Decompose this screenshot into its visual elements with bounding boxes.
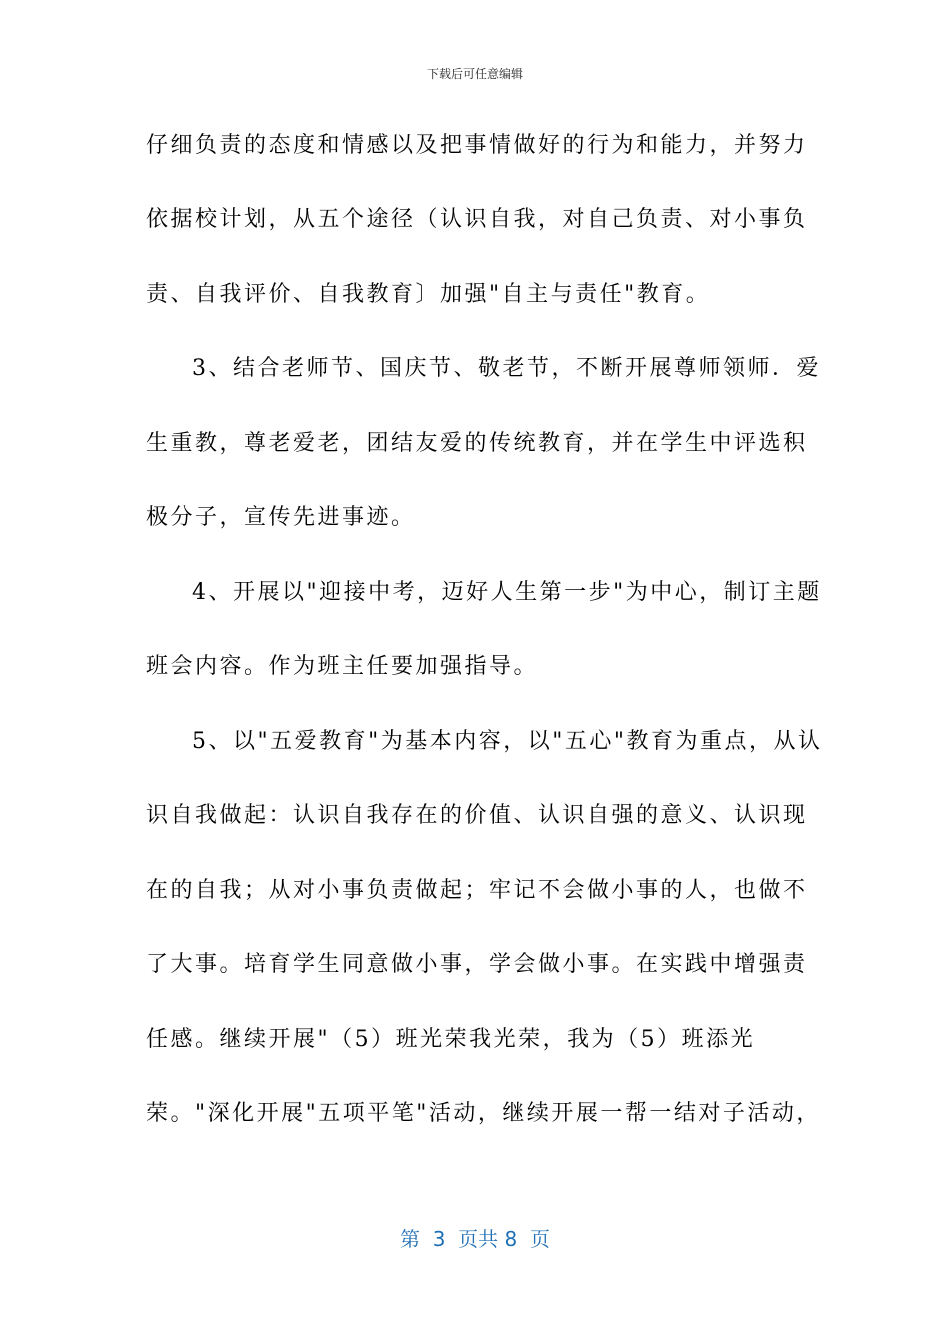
- body-line-8: 班会内容。作为班主任要加强指导。: [146, 654, 539, 679]
- body-line-6: 极分子，宣传先进事迹。: [146, 505, 416, 530]
- body-line-4: 3、结合老师节、国庆节、敬老节，不断开展尊师领师．爱: [192, 356, 821, 381]
- page-number: 第 3 页共 8 页: [400, 1227, 550, 1251]
- body-line-2: 依据校计划，从五个途径（认识自我，对自己负责、对小事负: [146, 207, 808, 232]
- body-line-12: 了大事。培育学生同意做小事，学会做小事。在实践中增强责: [146, 952, 808, 977]
- body-line-1: 仔细负责的态度和情感以及把事情做好的行为和能力，并努力: [146, 133, 808, 158]
- body-line-3: 责、自我评价、自我教育〕加强"自主与责任"教育。: [146, 282, 711, 307]
- body-line-7: 4、开展以"迎接中考，迈好人生第一步"为中心，制订主题: [192, 580, 822, 605]
- body-line-11: 在的自我；从对小事负责做起；牢记不会做小事的人，也做不: [146, 878, 808, 903]
- body-line-14: 荣。"深化开展"五项平笔"活动，继续开展一帮一结对子活动，: [146, 1101, 821, 1126]
- body-line-9: 5、以"五爱教育"为基本内容，以"五心"教育为重点，从认: [192, 729, 823, 754]
- body-line-10: 识自我做起：认识自我存在的价值、认识自强的意义、认识现: [146, 803, 808, 828]
- page-header: 下载后可任意编辑: [426, 67, 523, 81]
- body-line-5: 生重教，尊老爱老，团结友爱的传统教育，并在学生中评选积: [146, 431, 808, 456]
- body-line-13: 任感。继续开展"（5）班光荣我光荣，我为（5）班添光: [146, 1027, 756, 1052]
